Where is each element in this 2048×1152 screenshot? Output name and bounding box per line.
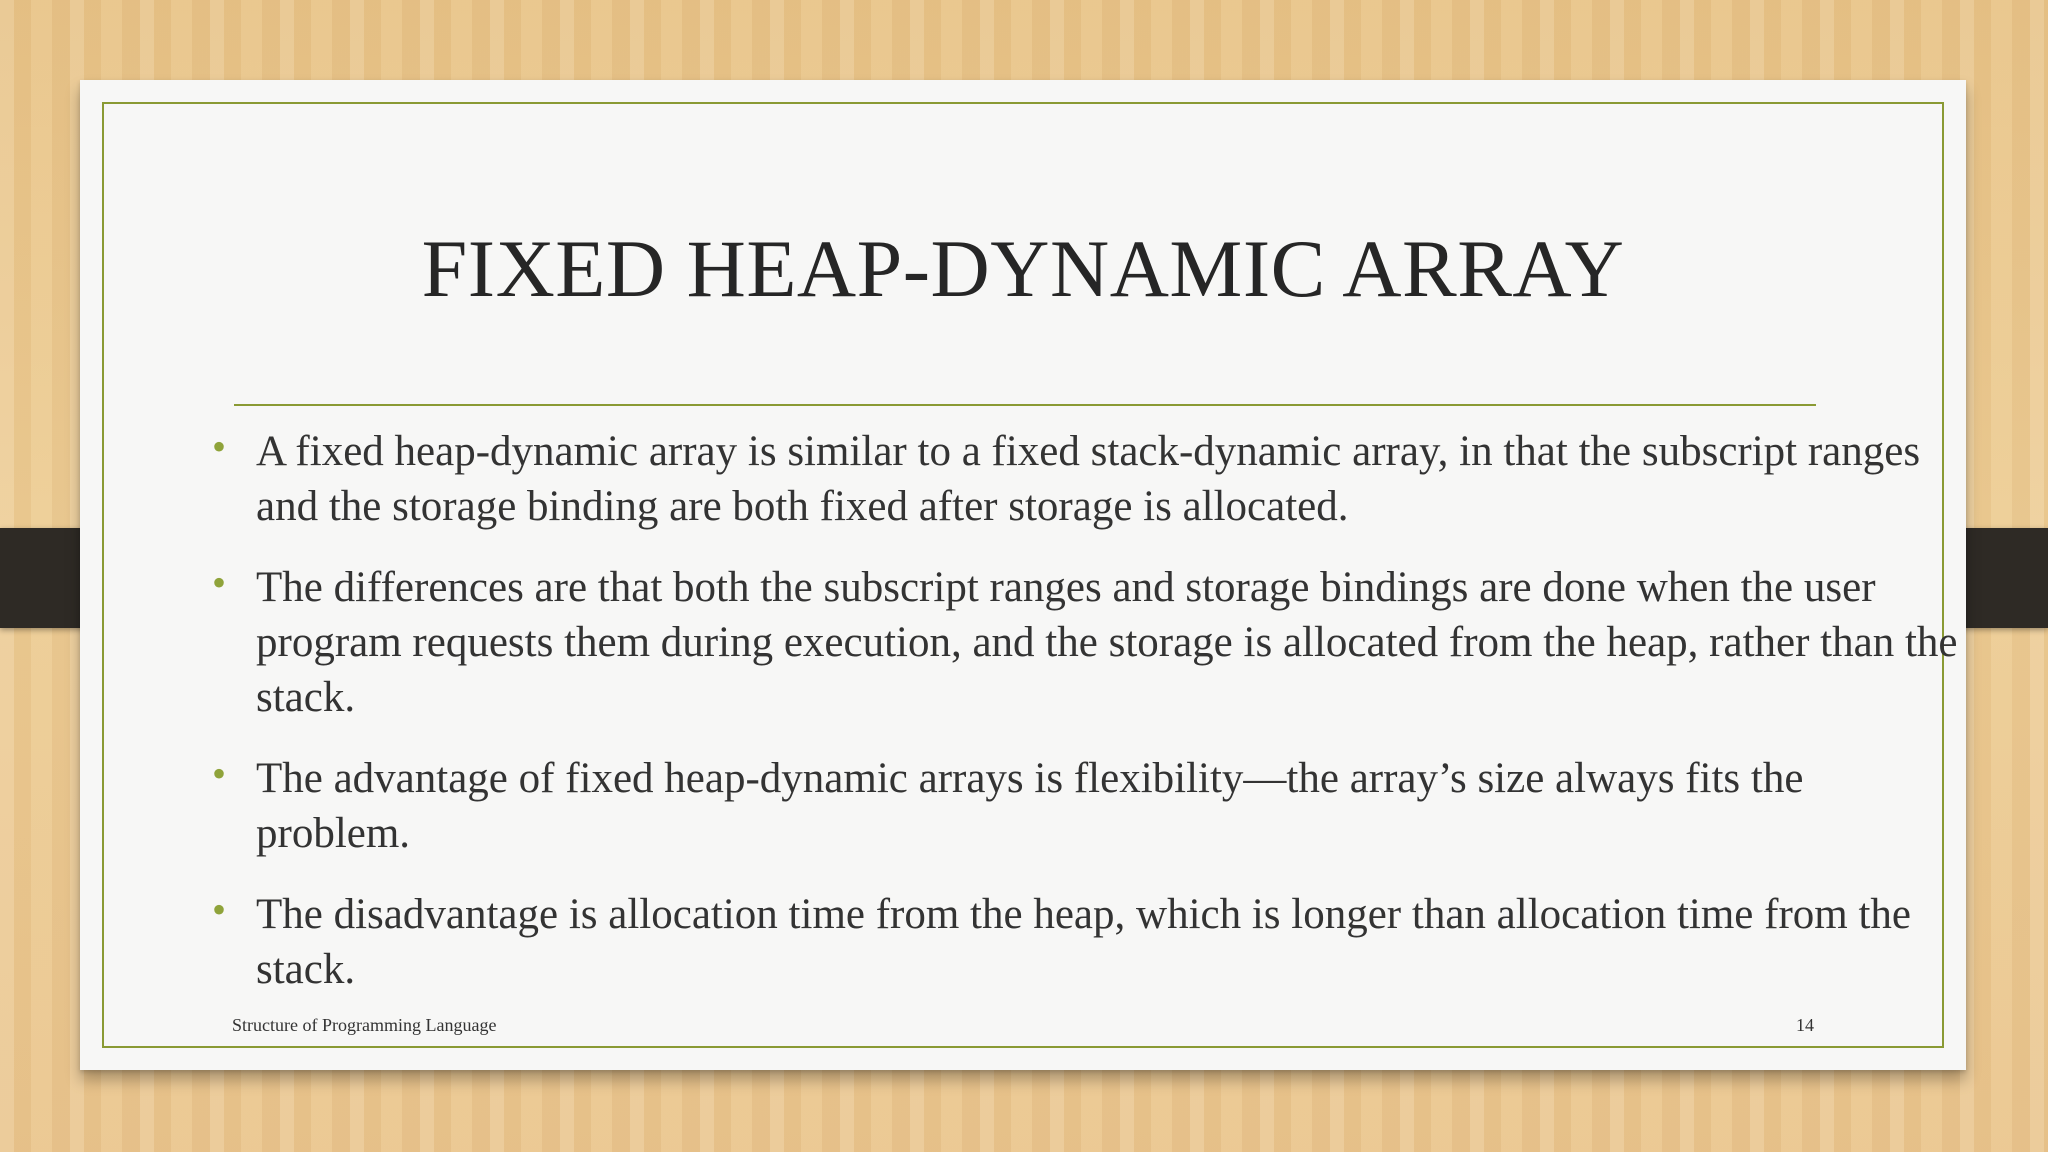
- page-number: 14: [1796, 1015, 1814, 1035]
- bullet-dot: •: [212, 887, 227, 932]
- bullet-item: [208, 424, 1968, 534]
- bullet-item: [208, 560, 1968, 725]
- slide: [80, 80, 1966, 1070]
- bullet-text: The disadvantage is allocation time from the heap, which is longer than allocation time from the stack.: [256, 891, 1911, 993]
- bullet-text: The differences are that both the subscript ranges and storage bindings are done when the user program requests them during execution, and the storage is allocated from the heap, rather than the stack.: [256, 564, 1958, 721]
- bullet-dot: •: [212, 560, 227, 605]
- bullet-dot: •: [212, 751, 227, 796]
- bullet-item: [208, 751, 1968, 861]
- title-divider: [234, 404, 1816, 406]
- bullet-text: The advantage of fixed heap-dynamic arrays is flexibility—the array’s size always fits the problem.: [256, 755, 1804, 857]
- bullet-dot: •: [212, 424, 227, 469]
- footer-text: Structure of Programming Language: [232, 1015, 497, 1035]
- bullet-list: [208, 424, 1968, 1023]
- bullet-item: [208, 887, 1968, 997]
- bullet-text: A fixed heap-dynamic array is similar to a fixed stack-dynamic array, in that the subscript ranges and the storage binding are both fixed after storage is allocated.: [256, 428, 1921, 530]
- slide-title: FIXED HEAP-DYNAMIC ARRAY: [421, 223, 1625, 314]
